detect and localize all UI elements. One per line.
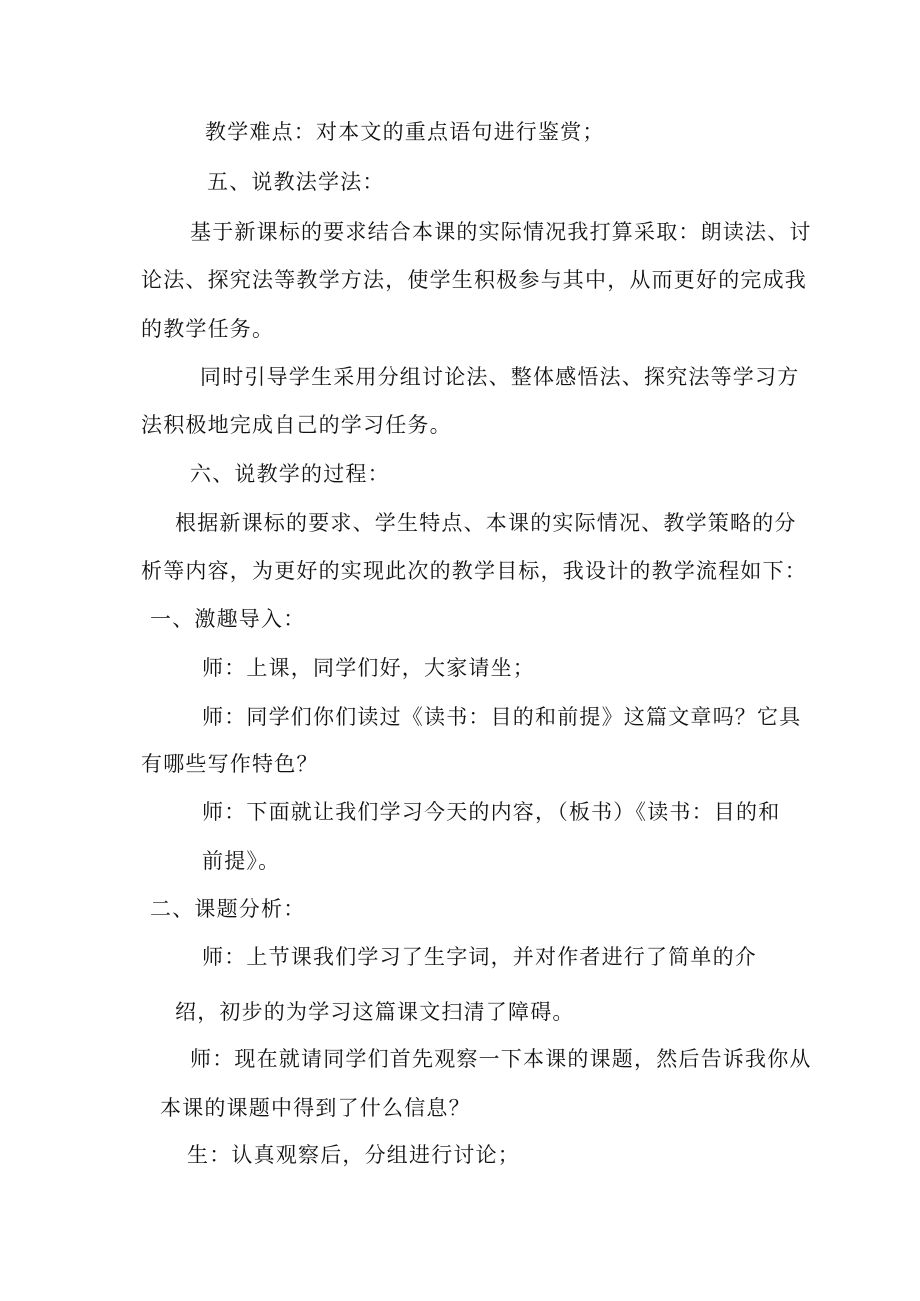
dialogue-line: 前提》。 <box>202 849 281 873</box>
paragraph-line: 基于新课标的要求结合本课的实际情况我打算采取：朗读法、讨 <box>190 220 812 244</box>
paragraph-line: 根据新课标的要求、学生特点、本课的实际情况、教学策略的分 <box>175 511 797 535</box>
paragraph-line: 同时引导学生采用分组讨论法、整体感悟法、探究法等学习方 <box>200 365 800 389</box>
paragraph-line: 析等内容，为更好的实现此次的教学目标，我设计的教学流程如下： <box>141 559 807 583</box>
subheading-topic-analysis: 二、课题分析： <box>150 897 306 921</box>
dialogue-line: 师：上节课我们学习了生字词，并对作者进行了简单的介 <box>202 945 757 969</box>
dialogue-line: 师：上课，同学们好，大家请坐； <box>202 656 535 680</box>
paragraph-line: 论法、探究法等教学方法，使学生积极参与其中，从而更好的完成我 <box>141 268 807 292</box>
section-heading-teaching-methods: 五、说教法学法： <box>207 170 385 194</box>
paragraph-line: 的教学任务。 <box>141 317 275 341</box>
subheading-introduction: 一、激趣导入： <box>150 607 306 631</box>
dialogue-line: 有哪些写作特色？ <box>141 752 319 776</box>
dialogue-line: 师：下面就让我们学习今天的内容，（板书）《读书：目的和 <box>202 800 781 824</box>
paragraph-line: 法积极地完成自己的学习任务。 <box>141 413 452 437</box>
dialogue-line: 生：认真观察后，分组进行讨论； <box>187 1143 520 1167</box>
dialogue-line: 绍，初步的为学习这篇课文扫清了障碍。 <box>175 1000 575 1024</box>
dialogue-line: 本课的课题中得到了什么信息？ <box>160 1096 471 1120</box>
section-heading-teaching-process: 六、说教学的过程： <box>190 462 390 486</box>
dialogue-line: 师：同学们你们读过《读书：目的和前提》这篇文章吗？它具 <box>202 705 802 729</box>
teaching-difficulty-line: 教学难点：对本文的重点语句进行鉴赏； <box>205 120 605 144</box>
dialogue-line: 师：现在就请同学们首先观察一下本课的课题，然后告诉我你从 <box>190 1047 812 1071</box>
